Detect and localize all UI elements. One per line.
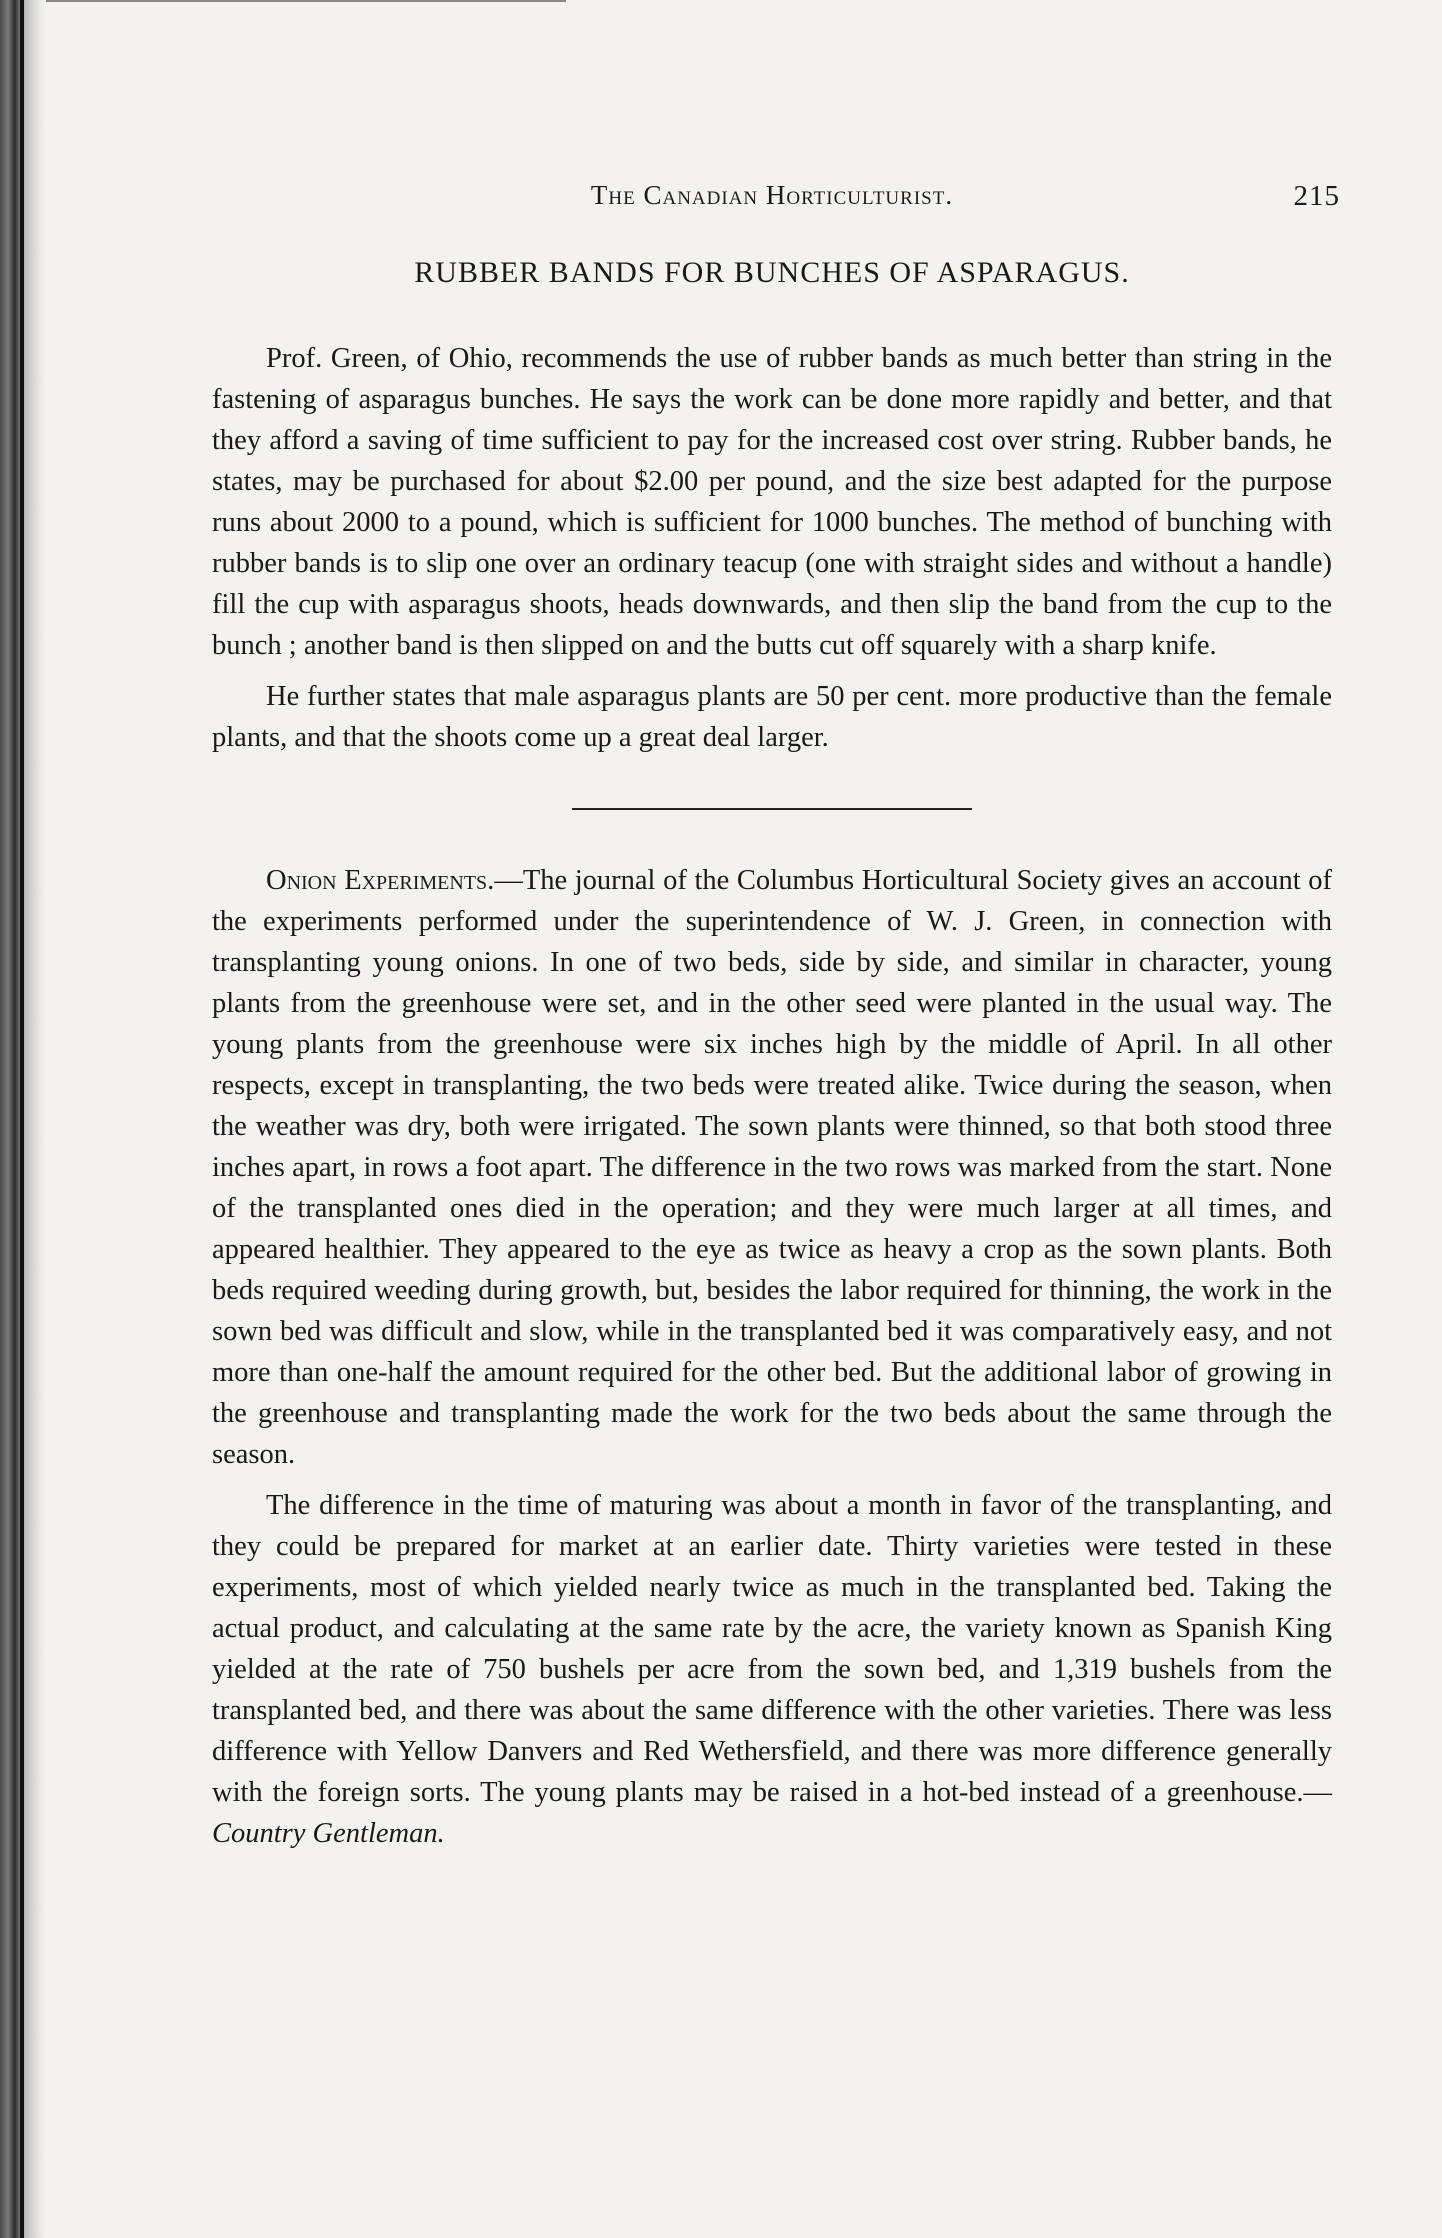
journal-title: The Canadian Horticulturist. (590, 180, 954, 210)
article-title: RUBBER BANDS FOR BUNCHES OF ASPARAGUS. (414, 256, 1130, 289)
section-divider (572, 808, 972, 810)
article-paragraph: Prof. Green, of Ohio, recommends the use of rubber bands as much better than string in the fastening of asparagus bunches. He says the work can be done more rapidly and better, and that they afford a saving of time sufficient to pay for the increased cost over string. Rubber bands, he states, may be purchased for about $2.00 per pound, and the size best adapted for the purpose runs about 2000 to a pound, which is sufficient for 1000 bunches. The method of bunching with rubber bands is to slip one over an ordinary teacup (one with straight sides and without a handle) fill the cup with asparagus shoots, heads downwards, and then slip the band from the cup to the bunch ; another band is then slipped on and the butts cut off squarely with a sharp knife. (212, 343, 1332, 661)
top-edge-rule (46, 0, 566, 2)
article-paragraph (212, 860, 1332, 1475)
paragraph-text: The difference in the time of maturing was about a month in favor of the transplanting, and they could be prepared for market at an earlier date. Thirty varieties were tested in these experiments, most of which yielded nearly twice as much in the transplanted bed. Taking the actual product, and calculating at the same rate by the acre, the variety known as Spanish King yielded at the rate of 750 bushels per acre from the sown bed, and 1,319 bushels from the transplanted bed, and there was about the same difference with the other varieties. There was less difference with Yellow Danvers and Red Wethersfield, and there was more difference generally with the foreign sorts. The young plants may be raised in a hot-bed instead of a greenhouse.— (212, 1490, 1332, 1808)
binding-edge (20, 0, 24, 2238)
source-citation: Country Gentleman. (212, 1818, 445, 1849)
page-content (212, 180, 1340, 1854)
article-paragraph: He further states that male asparagus plants are 50 per cent. more productive than the female plants, and that the shoots come up a great deal larger. (212, 681, 1332, 753)
running-head (212, 180, 1340, 228)
page-number: 215 (1293, 180, 1340, 212)
paragraph-text: —The journal of the Columbus Horticultural Society gives an account of the experiments performed under the superintendence of W. J. Green, in connection with transplanting young onions. In one of two beds, side by side, and similar in character, young plants from the greenhouse were set, and in the other seed were planted in the usual way. The young plants from the greenhouse were six inches high by the middle of April. In all other respects, except in transplanting, the two beds were treated alike. Twice during the season, when the weather was dry, both were irrigated. The sown plants were thinned, so that both stood three inches apart, in rows a foot apart. The difference in the two rows was marked from the start. None of the transplanted ones died in the operation; and they were much larger at all times, and appeared healthier. They appeared to the eye as twice as heavy a crop as the sown plants. Both beds required weeding during growth, but, besides the labor required for thinning, the work in the sown bed was difficult and slow, while in the transplanted bed it was comparatively easy, and not more than one-half the amount required for the other bed. But the additional labor of growing in the greenhouse and transplanting made the work for the two beds about the same through the season. (212, 865, 1332, 1470)
section-lead-in: Onion Experiments. (266, 865, 495, 896)
article-paragraph (212, 1485, 1332, 1854)
